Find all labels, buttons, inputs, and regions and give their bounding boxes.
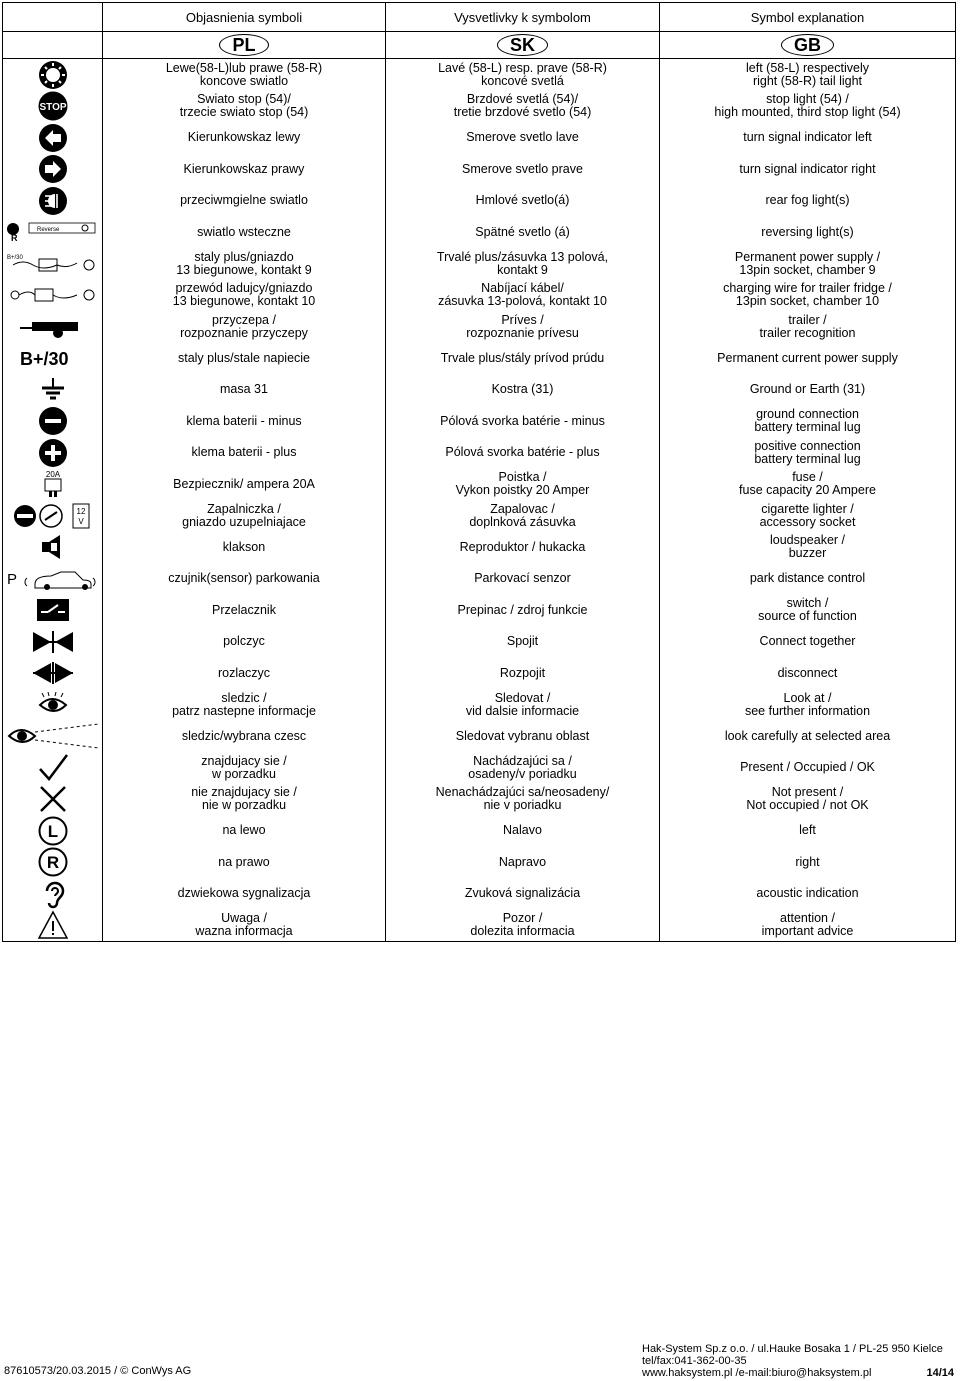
symbol-cell — [3, 658, 103, 690]
text-sk: Príves / rozpoznanie prívesu — [386, 311, 660, 343]
header-icon-cell — [3, 3, 103, 32]
legend-row — [3, 910, 956, 942]
svg-text:STOP: STOP — [38, 102, 67, 114]
text-sk: Smerove svetlo prave — [386, 154, 660, 186]
symbol-cell — [3, 815, 103, 847]
text-gb: Present / Occupied / OK — [660, 752, 956, 784]
legend-row — [3, 784, 956, 816]
trailer-icon — [3, 314, 102, 340]
symbol-cell — [3, 311, 103, 343]
symbol-cell — [3, 185, 103, 217]
symbol-cell — [3, 595, 103, 627]
text-sk: Parkovací senzor — [386, 563, 660, 595]
text-sk: Sledovat vybranu oblast — [386, 721, 660, 753]
symbol-legend-table — [2, 2, 956, 942]
legend-row — [3, 374, 956, 406]
legend-row — [3, 689, 956, 721]
text-sk: Reproduktor / hukacka — [386, 532, 660, 564]
svg-text:R: R — [10, 233, 17, 244]
text-pl: znajdujacy sie / w porzadku — [103, 752, 386, 784]
text-sk: Pólová svorka batérie - minus — [386, 406, 660, 438]
lang-pl-cell — [103, 32, 386, 59]
warning-icon — [3, 910, 102, 940]
text-gb: reversing light(s) — [660, 217, 956, 249]
text-pl: Kierunkowskaz prawy — [103, 154, 386, 186]
text-sk: Pozor / dolezita informacia — [386, 910, 660, 942]
company-address: Hak-System Sp.z o.o. / ul.Hauke Bosaka 1 / PL-25 950 Kielce — [642, 1343, 943, 1355]
lang-icon-cell — [3, 32, 103, 59]
legend-row — [3, 595, 956, 627]
text-sk: Nachádzajúci sa / osadeny/v poriadku — [386, 752, 660, 784]
text-gb: disconnect — [660, 658, 956, 690]
text-gb: attention / important advice — [660, 910, 956, 942]
symbol-cell — [3, 343, 103, 375]
svg-text:R: R — [46, 853, 59, 873]
check-icon — [3, 753, 102, 783]
symbol-cell — [3, 248, 103, 280]
text-gb: loudspeaker / buzzer — [660, 532, 956, 564]
text-pl: czujnik(sensor) parkowania — [103, 563, 386, 595]
legend-row — [3, 815, 956, 847]
legend-row — [3, 847, 956, 879]
reverse-light-icon — [3, 219, 102, 245]
left-icon — [3, 816, 102, 846]
text-pl: przeciwmgielne swiatlo — [103, 185, 386, 217]
text-gb: rear fog light(s) — [660, 185, 956, 217]
text-sk: Sledovat / vid dalsie informacie — [386, 689, 660, 721]
text-gb: charging wire for trailer fridge / 13pin socket, chamber 10 — [660, 280, 956, 312]
symbol-cell — [3, 847, 103, 879]
stop-light-icon — [3, 91, 102, 121]
cigarette-lighter-icon — [3, 502, 102, 530]
text-gb: Ground or Earth (31) — [660, 374, 956, 406]
right-icon — [3, 847, 102, 877]
legend-row — [3, 185, 956, 217]
header-sk: Vysvetlivky k symbolom — [386, 3, 660, 32]
text-pl: Kierunkowskaz lewy — [103, 122, 386, 154]
symbol-cell — [3, 122, 103, 154]
text-sk: Napravo — [386, 847, 660, 879]
legend-row — [3, 122, 956, 154]
text-gb: fuse / fuse capacity 20 Ampere — [660, 469, 956, 501]
legend-row — [3, 437, 956, 469]
legend-row — [3, 563, 956, 595]
eye-area-icon — [3, 722, 102, 750]
text-pl: na prawo — [103, 847, 386, 879]
lang-pl-badge: PL — [219, 34, 268, 56]
text-sk: Kostra (31) — [386, 374, 660, 406]
company-info — [642, 1343, 943, 1379]
text-pl: Uwaga / wazna informacja — [103, 910, 386, 942]
svg-text:L: L — [47, 821, 58, 841]
text-sk: Prepinac / zdroj funkcie — [386, 595, 660, 627]
text-pl: Przelacznik — [103, 595, 386, 627]
svg-text:Reverse: Reverse — [36, 227, 59, 234]
lang-sk-badge: SK — [497, 34, 548, 56]
company-tel: tel/fax:041-362-00-35 — [642, 1355, 747, 1367]
header-pl: Objasnienia symboli — [103, 3, 386, 32]
text-gb: left — [660, 815, 956, 847]
page-number: 14/14 — [926, 1367, 954, 1379]
text-sk: Smerove svetlo lave — [386, 122, 660, 154]
legend-row — [3, 91, 956, 123]
symbol-cell — [3, 154, 103, 186]
text-sk: Nalavo — [386, 815, 660, 847]
text-pl: sledzic / patrz nastepne informacje — [103, 689, 386, 721]
text-sk: Nabíjací kábel/ zásuvka 13-polová, kontakt 10 — [386, 280, 660, 312]
header-gb: Symbol explanation — [660, 3, 956, 32]
tail-light-icon — [3, 60, 102, 90]
minus-icon — [3, 406, 102, 436]
text-sk: Zvuková signalizácia — [386, 878, 660, 910]
text-sk: Rozpojit — [386, 658, 660, 690]
text-pl: masa 31 — [103, 374, 386, 406]
text-pl: nie znajdujacy sie / nie w porzadku — [103, 784, 386, 816]
text-sk: Poistka / Vykon poistky 20 Amper — [386, 469, 660, 501]
legend-row — [3, 626, 956, 658]
text-pl: staly plus/gniazdo 13 biegunowe, kontakt 9 — [103, 248, 386, 280]
legend-row — [3, 154, 956, 186]
text-gb: Permanent current power supply — [660, 343, 956, 375]
text-gb: stop light (54) / high mounted, third stop light (54) — [660, 91, 956, 123]
legend-row — [3, 59, 956, 91]
text-pl: Swiato stop (54)/ trzecie swiato stop (54) — [103, 91, 386, 123]
text-pl: przewód ladujcy/gniazdo 13 biegunowe, kontakt 10 — [103, 280, 386, 312]
text-sk: Trvalé plus/zásuvka 13 polová, kontakt 9 — [386, 248, 660, 280]
text-gb: park distance control — [660, 563, 956, 595]
cross-icon — [3, 784, 102, 814]
legend-row — [3, 721, 956, 753]
text-pl: klema baterii - minus — [103, 406, 386, 438]
text-sk: Lavé (58-L) resp. prave (58-R) koncové svetlá — [386, 59, 660, 91]
symbol-cell — [3, 374, 103, 406]
text-sk: Hmlové svetlo(á) — [386, 185, 660, 217]
text-gb: acoustic indication — [660, 878, 956, 910]
legend-row — [3, 406, 956, 438]
text-gb: positive connection battery terminal lug — [660, 437, 956, 469]
text-gb: look carefully at selected area — [660, 721, 956, 753]
text-pl: sledzic/wybrana czesc — [103, 721, 386, 753]
symbol-cell — [3, 469, 103, 501]
symbol-cell — [3, 280, 103, 312]
legend-row — [3, 752, 956, 784]
fog-light-icon — [3, 186, 102, 216]
legend-row — [3, 217, 956, 249]
symbol-cell — [3, 689, 103, 721]
plus-icon — [3, 438, 102, 468]
text-pl: rozlaczyc — [103, 658, 386, 690]
text-gb: turn signal indicator left — [660, 122, 956, 154]
text-sk: Zapalovac / doplnková zásuvka — [386, 500, 660, 532]
text-sk: Trvale plus/stály prívod prúdu — [386, 343, 660, 375]
legend-row — [3, 532, 956, 564]
legend-row — [3, 658, 956, 690]
eye-icon — [3, 691, 102, 719]
text-pl: Lewe(58-L)lub prawe (58-R) koncove swiatlo — [103, 59, 386, 91]
text-pl: staly plus/stale napiecie — [103, 343, 386, 375]
fuse-icon — [3, 469, 102, 499]
symbol-cell — [3, 563, 103, 595]
legend-row — [3, 500, 956, 532]
lang-gb-badge: GB — [781, 34, 834, 56]
text-gb: Not present / Not occupied / not OK — [660, 784, 956, 816]
lang-gb-cell — [660, 32, 956, 59]
symbol-cell — [3, 721, 103, 753]
switch-icon — [3, 598, 102, 622]
svg-text:20A: 20A — [45, 470, 60, 480]
text-gb: Connect together — [660, 626, 956, 658]
text-pl: Bezpiecznik/ ampera 20A — [103, 469, 386, 501]
symbol-cell — [3, 784, 103, 816]
legend-row — [3, 311, 956, 343]
document-number: 87610573/20.03.2015 / © ConWys AG — [4, 1365, 192, 1377]
b30-icon — [3, 345, 102, 371]
text-pl: polczyc — [103, 626, 386, 658]
text-gb: turn signal indicator right — [660, 154, 956, 186]
text-sk: Nenachádzajúci sa/neosadeny/ nie v poriadku — [386, 784, 660, 816]
symbol-cell — [3, 878, 103, 910]
legend-row — [3, 248, 956, 280]
text-gb: Look at / see further information — [660, 689, 956, 721]
symbol-cell — [3, 91, 103, 123]
svg-text:B+/30: B+/30 — [19, 349, 69, 370]
text-sk: Brzdové svetlá (54)/ tretie brzdové svetlo (54) — [386, 91, 660, 123]
svg-text:12: 12 — [76, 506, 85, 516]
symbol-cell — [3, 437, 103, 469]
charging-wire-icon — [3, 282, 102, 308]
symbol-cell — [3, 532, 103, 564]
speaker-icon — [3, 532, 102, 562]
svg-text:P: P — [6, 570, 17, 588]
text-gb: right — [660, 847, 956, 879]
text-gb: Permanent power supply / 13pin socket, chamber 9 — [660, 248, 956, 280]
text-gb: ground connection battery terminal lug — [660, 406, 956, 438]
symbol-cell — [3, 626, 103, 658]
text-gb: left (58-L) respectively right (58-R) tail light — [660, 59, 956, 91]
company-web: www.haksystem.pl /e-mail:biuro@haksystem.pl — [642, 1367, 872, 1379]
text-pl: swiatlo wsteczne — [103, 217, 386, 249]
legend-row — [3, 343, 956, 375]
disconnect-icon — [3, 660, 102, 686]
text-pl: klakson — [103, 532, 386, 564]
symbol-cell — [3, 500, 103, 532]
legend-row — [3, 280, 956, 312]
text-sk: Pólová svorka batérie - plus — [386, 437, 660, 469]
turn-left-icon — [3, 123, 102, 153]
connect-icon — [3, 629, 102, 655]
symbol-cell — [3, 752, 103, 784]
text-pl: Zapalniczka / gniazdo uzupelniajace — [103, 500, 386, 532]
park-sensor-icon — [3, 566, 102, 592]
text-pl: dzwiekowa sygnalizacja — [103, 878, 386, 910]
symbol-cell — [3, 217, 103, 249]
legend-row — [3, 469, 956, 501]
text-pl: na lewo — [103, 815, 386, 847]
text-sk: Spätné svetlo (á) — [386, 217, 660, 249]
symbol-cell — [3, 910, 103, 942]
legend-row — [3, 878, 956, 910]
text-gb: switch / source of function — [660, 595, 956, 627]
text-pl: klema baterii - plus — [103, 437, 386, 469]
text-gb: trailer / trailer recognition — [660, 311, 956, 343]
svg-text:B+/30: B+/30 — [6, 254, 23, 261]
ear-icon — [3, 879, 102, 909]
text-sk: Spojit — [386, 626, 660, 658]
symbol-cell — [3, 59, 103, 91]
permanent-supply-icon — [3, 251, 102, 277]
svg-text:V: V — [77, 516, 84, 526]
text-gb: cigarette lighter / accessory socket — [660, 500, 956, 532]
text-pl: przyczepa / rozpoznanie przyczepy — [103, 311, 386, 343]
turn-right-icon — [3, 154, 102, 184]
symbol-cell — [3, 406, 103, 438]
ground-icon — [3, 376, 102, 404]
lang-sk-cell — [386, 32, 660, 59]
